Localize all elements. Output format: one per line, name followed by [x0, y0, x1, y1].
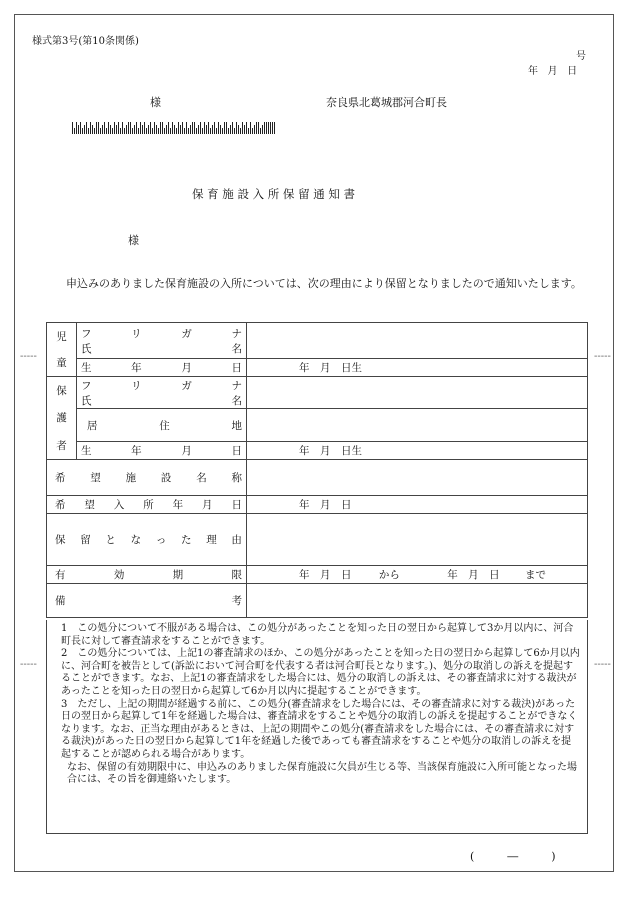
facility-label: 希 望 施 設 名 称	[47, 460, 247, 496]
barcode-bar	[92, 125, 93, 134]
barcode-bar	[156, 125, 157, 134]
barcode-bar	[76, 122, 77, 134]
barcode-bar	[248, 128, 249, 134]
child-name-value[interactable]	[247, 323, 588, 359]
barcode-bar	[130, 122, 131, 134]
barcode-bar	[204, 122, 205, 134]
entry-date-row	[47, 496, 588, 514]
barcode-bar	[232, 122, 233, 134]
facility-value[interactable]	[247, 460, 588, 496]
document-title: 保 育 施 設 入 所 保 留 通 知 書	[192, 187, 356, 201]
barcode-bar	[86, 122, 87, 134]
doc-number: 号	[576, 51, 586, 62]
barcode-bar	[106, 128, 107, 134]
barcode-bar	[228, 128, 229, 134]
child-side-label: 児 童	[47, 323, 77, 377]
guardian-birth-value[interactable]: 年 月 日生	[247, 441, 588, 459]
validity-row	[47, 566, 588, 584]
entry-date-value[interactable]: 年 月 日	[247, 496, 588, 514]
barcode-bar	[100, 128, 101, 134]
barcode-bar	[240, 128, 241, 134]
barcode-bar	[94, 128, 95, 134]
barcode-bar	[146, 128, 147, 134]
barcode-bar	[208, 122, 209, 134]
barcode-bar	[120, 128, 121, 134]
barcode-bar	[190, 125, 191, 134]
note-1: 1 この処分について不服がある場合は、この処分があったことを知った日の翌日から起算して3か月以内に、河合町長に対して審査請求をすることができます。	[61, 623, 574, 647]
barcode-bar	[108, 122, 109, 134]
intro-text: 申込みのありました保育施設の入所については、次の理由により保留となりましたので通知いたします。	[66, 277, 582, 290]
remarks-value[interactable]	[247, 584, 588, 618]
reason-row	[47, 514, 588, 566]
barcode-bar	[104, 122, 105, 134]
recipient-sama: 様	[150, 96, 161, 109]
barcode-bar	[224, 122, 225, 134]
date-line: 年 月 日	[528, 66, 578, 77]
barcode-bar	[72, 122, 73, 134]
barcode-bar	[264, 122, 265, 134]
barcode-bar	[144, 122, 145, 134]
issuer: 奈良県北葛城郡河合町長	[326, 96, 447, 109]
addressee-sama: 様	[128, 234, 139, 247]
barcode-bar	[242, 122, 243, 134]
margin-dash-right-top: -----	[594, 351, 611, 362]
barcode-bar	[254, 125, 255, 134]
barcode-bar	[158, 128, 159, 134]
guardian-address-value[interactable]	[247, 409, 588, 441]
barcode-bar	[206, 125, 207, 134]
margin-dash-right-bottom: -----	[594, 659, 611, 670]
barcode-bar	[252, 128, 253, 134]
notes-box	[46, 620, 588, 834]
barcode-bar	[142, 125, 143, 134]
barcode-bar	[230, 125, 231, 134]
info-table	[46, 322, 588, 618]
barcode-bar	[164, 128, 165, 134]
barcode-bar	[74, 128, 75, 134]
remarks-row	[47, 584, 588, 618]
validity-label: 有 効 期 限	[47, 566, 247, 584]
barcode-bar	[198, 125, 199, 134]
barcode-bar	[168, 122, 169, 134]
barcode-bar	[82, 128, 83, 134]
barcode-bar	[96, 122, 97, 134]
barcode-bar	[136, 122, 137, 134]
barcode-bar	[110, 125, 111, 134]
barcode-bar	[268, 122, 269, 134]
barcode-bar	[220, 125, 221, 134]
child-birth-row	[47, 359, 588, 377]
barcode-bar	[274, 122, 275, 134]
barcode-bar	[150, 122, 151, 134]
guardian-side-label: 保 護 者	[47, 377, 77, 460]
barcode-bar	[128, 122, 129, 134]
barcode-bar	[134, 125, 135, 134]
barcode-bar	[112, 128, 113, 134]
barcode-bar	[88, 128, 89, 134]
barcode-bar	[80, 122, 81, 134]
margin-dash-left-top: -----	[20, 351, 37, 362]
barcode-bar	[154, 122, 155, 134]
barcode-bar	[200, 122, 201, 134]
guardian-name-value[interactable]	[247, 377, 588, 409]
barcode-bar	[160, 122, 161, 134]
guardian-address-row	[47, 409, 588, 441]
barcode-bar	[234, 128, 235, 134]
barcode-bar	[272, 122, 273, 134]
guardian-birth-label: 生 年 月 日	[77, 441, 247, 459]
barcode-bar	[186, 122, 187, 134]
barcode-bar	[218, 122, 219, 134]
barcode-bar	[250, 122, 251, 134]
barcode-bar	[176, 128, 177, 134]
reason-value[interactable]	[247, 514, 588, 566]
barcode-bar	[180, 125, 181, 134]
barcode-image	[72, 122, 284, 134]
barcode-bar	[114, 122, 115, 134]
barcode-bar	[266, 122, 267, 134]
barcode-bar	[182, 122, 183, 134]
barcode-bar	[152, 128, 153, 134]
barcode-bar	[194, 122, 195, 134]
remarks-label: 備 考	[47, 584, 247, 618]
barcode-bar	[98, 122, 99, 134]
margin-dash-left-bottom: -----	[20, 659, 37, 670]
reason-label: 保 留 と な っ た 理 由	[47, 514, 247, 566]
barcode-bar	[262, 125, 263, 134]
barcode-bar	[192, 122, 193, 134]
form-label: 様式第3号(第10条関係)	[32, 36, 139, 47]
barcode-bar	[122, 122, 123, 134]
barcode-bar	[78, 125, 79, 134]
contact-line: ( ― )	[470, 850, 556, 863]
barcode-bar	[116, 125, 117, 134]
barcode-bar	[244, 125, 245, 134]
child-birth-value[interactable]: 年 月 日生	[247, 359, 588, 377]
note-4: なお、保留の有効期限中に、申込みのありました保育施設に欠員が生じる等、当該保育施設に入所可能となった場合には、その旨を御連絡いたします。	[67, 761, 577, 786]
entry-date-label: 希 望 入 所 年 月 日	[47, 496, 247, 514]
barcode-bar	[174, 125, 175, 134]
barcode-bar	[270, 122, 271, 134]
barcode-bar	[140, 122, 141, 134]
barcode-bar	[210, 128, 211, 134]
barcode-bar	[258, 122, 259, 134]
barcode-bar	[172, 122, 173, 134]
barcode-bar	[256, 122, 257, 134]
barcode-bar	[214, 122, 215, 134]
barcode-bar	[238, 125, 239, 134]
note-2: 2 この処分については、上記1の審査請求のほか、この処分があったことを知った日の翌日から起算して6か月以内に、河合町を被告として(訴訟において河合町を代表する者は河合町長となります。)、処分の取消しの訴えを提起することができます。なお、上記1の審査請求をした場合には、処分の取消しの訴えは、その審査請求に対する裁決があったことを知った日の翌日から起算して6か月以内に提起することができます。	[61, 648, 580, 697]
barcode-bar	[170, 128, 171, 134]
barcode-bar	[184, 128, 185, 134]
barcode-bar	[148, 125, 149, 134]
barcode-bar	[236, 122, 237, 134]
guardian-name-label: フ リ ガ ナ 氏 名	[77, 377, 247, 409]
barcode-bar	[166, 125, 167, 134]
barcode-bar	[246, 122, 247, 134]
validity-value[interactable]: 年 月 日 から 年 月 日 まで	[247, 566, 588, 584]
barcode-bar	[260, 128, 261, 134]
barcode-bar	[84, 125, 85, 134]
barcode-bar	[132, 128, 133, 134]
barcode-bar	[124, 128, 125, 134]
child-birth-label: 生 年 月 日	[77, 359, 247, 377]
barcode-bar	[202, 128, 203, 134]
child-name-label: フ リ ガ ナ 氏 名	[77, 323, 247, 359]
barcode-bar	[90, 122, 91, 134]
barcode-bar	[102, 125, 103, 134]
note-3: 3 ただし、上記の期間が経過する前に、この処分(審査請求をした場合には、その審査請求に対する裁決)があった日の翌日から起算して1年を経過した場合は、審査請求をすることや処分の取消しの訴えを提起することができなくなります。なお、正当な理由があるときは、上記の期間やこの処分(審査請求をした場合には、その審査請求に対する裁決)があった日の翌日から起算して1年を経過した後であっても審査請求をすることや処分の取消しの訴えを提起することが認められる場合があります。	[61, 698, 578, 760]
barcode-bar	[178, 122, 179, 134]
facility-row	[47, 460, 588, 496]
guardian-name-row	[47, 377, 588, 409]
barcode-bar	[216, 128, 217, 134]
barcode-bar	[138, 128, 139, 134]
barcode-bar	[188, 128, 189, 134]
barcode-bar	[212, 125, 213, 134]
barcode-bar	[126, 125, 127, 134]
barcode-bar	[162, 122, 163, 134]
barcode-bar	[118, 122, 119, 134]
barcode-bar	[222, 128, 223, 134]
barcode-bar	[226, 122, 227, 134]
guardian-birth-row	[47, 441, 588, 459]
barcode-bar	[196, 128, 197, 134]
child-name-row	[47, 323, 588, 359]
guardian-address-label: 居 住 地	[77, 409, 247, 441]
